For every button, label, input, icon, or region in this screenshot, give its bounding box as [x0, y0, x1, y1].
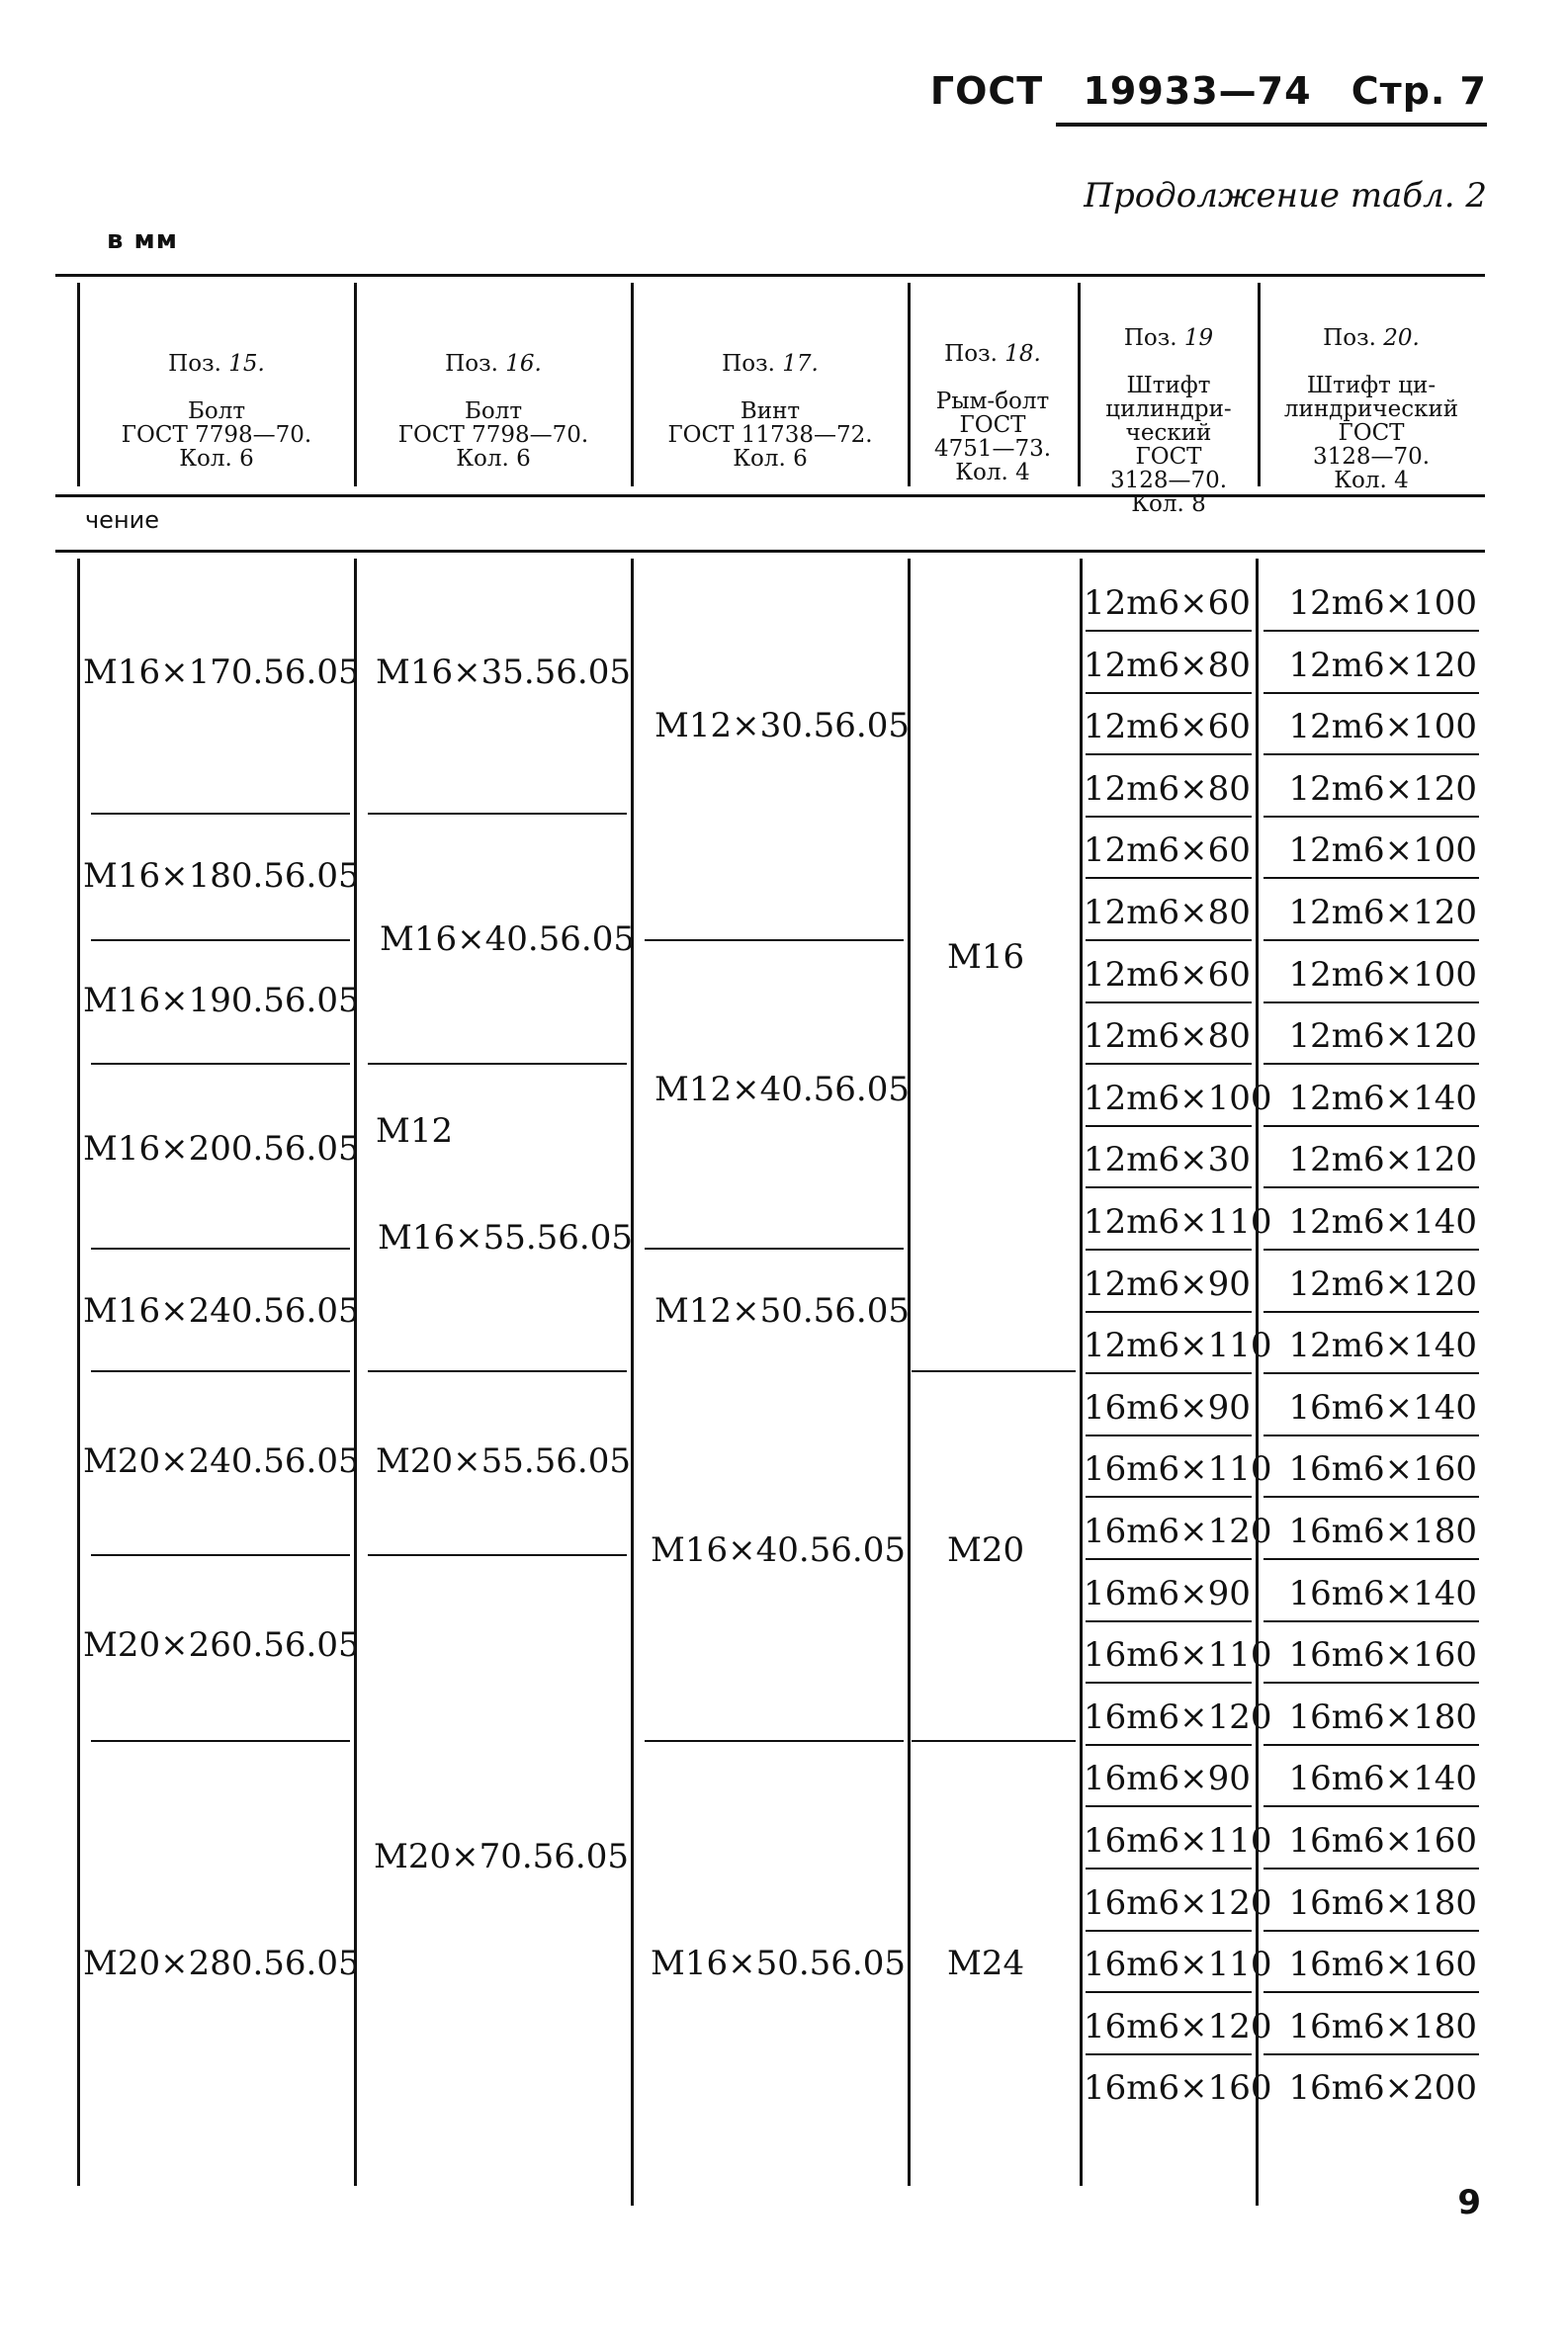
cell-poz18: M20: [947, 1530, 1025, 1570]
header-divider: [354, 283, 357, 486]
cell-poz17: M12×30.56.05: [654, 706, 910, 745]
cell-poz19: 12m6×110: [1084, 1326, 1272, 1366]
standard-label: ГОСТ: [929, 69, 1044, 113]
header-bottom-rule: [55, 494, 1485, 497]
cell-poz20: 12m6×100: [1288, 954, 1477, 995]
cell-poz19: 16m6×160: [1084, 2068, 1272, 2109]
row-rule: [1263, 1435, 1479, 1436]
cell-poz20: 12m6×100: [1288, 707, 1477, 747]
cell-poz20: 12m6×120: [1288, 645, 1477, 685]
body-divider: [631, 559, 634, 2206]
group-rule: [368, 1370, 627, 1372]
row-rule: [1263, 1744, 1479, 1746]
row-rule: [1086, 1744, 1252, 1746]
group-rule: [91, 1554, 350, 1556]
cell-poz15: M20×260.56.05: [83, 1625, 360, 1665]
cell-poz15: M16×170.56.05: [83, 652, 360, 692]
header-divider: [1078, 283, 1081, 486]
cell-poz20: 12m6×100: [1288, 830, 1477, 871]
row-rule: [1263, 1372, 1479, 1374]
cell-poz20: 16m6×160: [1288, 1449, 1477, 1490]
cell-poz20: 16m6×180: [1288, 1882, 1477, 1923]
cell-poz19: 12m6×80: [1084, 768, 1251, 809]
cell-poz19: 16m6×120: [1084, 1512, 1272, 1551]
cell-poz19: 12m6×80: [1084, 645, 1251, 685]
page-header: [905, 69, 1487, 113]
row-rule: [1086, 1372, 1252, 1374]
cell-poz16: M16×55.56.05: [378, 1218, 633, 1258]
poz-number: 17.: [782, 351, 819, 377]
row-rule: [1086, 1991, 1252, 1993]
cell-poz19: 12m6×60: [1084, 583, 1251, 623]
group-rule: [368, 1554, 627, 1556]
cell-poz20: 16m6×180: [1288, 1696, 1477, 1737]
cell-poz19: 16m6×110: [1084, 1449, 1272, 1490]
cell-poz19: 16m6×90: [1084, 1759, 1251, 1799]
group-rule: [912, 1740, 1076, 1742]
row-rule: [1263, 2053, 1479, 2055]
cell-poz19: 16m6×120: [1084, 1696, 1272, 1737]
row-rule: [1263, 939, 1479, 941]
row-rule: [1263, 1991, 1479, 1993]
cell-poz20: 16m6×140: [1288, 1573, 1477, 1613]
cell-poz20: 12m6×140: [1288, 1078, 1477, 1118]
cell-poz20: 12m6×120: [1288, 768, 1477, 809]
column-header-poz19: Поз. 19 Штифт цилиндри- ческий ГОСТ 3128—70. Кол. 8: [1105, 325, 1232, 517]
cell-poz19: 16m6×110: [1084, 1821, 1272, 1861]
cell-poz17: M12×40.56.05: [654, 1070, 910, 1109]
row-rule: [1263, 1063, 1479, 1065]
cell-poz19: 12m6×90: [1084, 1263, 1251, 1304]
cell-poz19: 12m6×60: [1084, 707, 1251, 747]
cell-poz19: 12m6×60: [1084, 954, 1251, 995]
row-rule: [1086, 630, 1252, 632]
group-rule: [91, 939, 350, 941]
row-rule: [1263, 1001, 1479, 1003]
cell-poz15: M20×240.56.05: [83, 1441, 360, 1481]
row-rule: [1086, 1311, 1252, 1313]
body-divider: [908, 559, 911, 2186]
cell-poz19: 12m6×110: [1084, 1202, 1272, 1242]
cell-poz18: M24: [947, 1944, 1025, 1983]
cell-poz20: 16m6×140: [1288, 1387, 1477, 1428]
cell-poz19: 16m6×110: [1084, 1635, 1272, 1676]
cell-poz19: 16m6×90: [1084, 1387, 1251, 1428]
cell-poz20: 12m6×120: [1288, 1263, 1477, 1304]
cell-poz18: M16: [947, 937, 1025, 977]
cell-poz20: 16m6×180: [1288, 2006, 1477, 2046]
row-rule: [1263, 1868, 1479, 1870]
row-rule: [1263, 753, 1479, 755]
table-top-rule: [55, 274, 1485, 277]
row-rule: [1086, 1249, 1252, 1251]
column-header-poz18: Поз. 18. Рым-болт ГОСТ 4751—73. Кол. 4: [933, 341, 1052, 485]
unit-label: в мм: [107, 225, 179, 255]
row-rule: [1086, 1620, 1252, 1622]
poz-number: 15.: [228, 351, 265, 377]
row-rule: [1086, 1868, 1252, 1870]
row-rule: [1086, 939, 1252, 941]
row-rule: [1086, 1682, 1252, 1684]
column-header-poz17: Поз. 17. Винт ГОСТ 11738—72. Кол. 6: [667, 351, 873, 472]
cell-poz20: 12m6×120: [1288, 893, 1477, 932]
cell-poz20: 16m6×160: [1288, 1945, 1477, 1985]
row-rule: [1086, 1063, 1252, 1065]
cell-poz20: 12m6×100: [1288, 583, 1477, 623]
cell-poz16: M16×40.56.05: [380, 919, 635, 959]
body-top-rule: [55, 550, 1485, 553]
cell-poz20: 12m6×120: [1288, 1140, 1477, 1180]
cell-poz19: 16m6×110: [1084, 1945, 1272, 1985]
cell-poz20: 16m6×200: [1288, 2068, 1477, 2109]
cell-poz16: M20×55.56.05: [376, 1441, 631, 1481]
header-divider: [77, 283, 80, 486]
cell-poz15: M16×180.56.05: [83, 856, 360, 896]
row-rule: [1086, 1125, 1252, 1127]
cell-poz19: 12m6×30: [1084, 1140, 1251, 1180]
poz-number: 16.: [505, 351, 542, 377]
row-rule: [1086, 1496, 1252, 1498]
row-rule: [1086, 1186, 1252, 1188]
cell-poz20: 12m6×140: [1288, 1326, 1477, 1366]
row-rule: [1263, 1249, 1479, 1251]
row-rule: [1086, 816, 1252, 818]
cell-poz20: 16m6×180: [1288, 1512, 1477, 1551]
column-header-poz20: Поз. 20. Штифт ци- линдрический ГОСТ 3128—70. Кол. 4: [1283, 325, 1459, 493]
group-rule: [91, 1248, 350, 1250]
standard-number: 19933—74: [1083, 69, 1312, 113]
row-rule: [1263, 1930, 1479, 1932]
row-rule: [1086, 1435, 1252, 1436]
row-rule: [1263, 1496, 1479, 1498]
poz-number: 19: [1183, 325, 1214, 351]
row-rule: [1263, 692, 1479, 694]
cell-poz19: 12m6×80: [1084, 1016, 1251, 1057]
cell-poz19: 12m6×100: [1084, 1078, 1272, 1118]
row-rule: [1086, 877, 1252, 879]
cell-poz19: 12m6×60: [1084, 830, 1251, 871]
cell-poz17: M16×40.56.05: [651, 1530, 906, 1570]
cell-poz16: M12: [376, 1111, 454, 1151]
body-divider: [77, 559, 80, 2186]
cell-poz20: 16m6×160: [1288, 1821, 1477, 1861]
row-rule: [1263, 1682, 1479, 1684]
row-rule: [1263, 1125, 1479, 1127]
cell-poz16: M16×35.56.05: [376, 652, 631, 692]
page-number: 9: [1457, 2183, 1481, 2222]
group-rule: [645, 1740, 904, 1742]
column-header-poz16: Поз. 16. Болт ГОСТ 7798—70. Кол. 6: [397, 351, 589, 472]
body-divider: [1080, 559, 1083, 2186]
cell-poz19: 16m6×120: [1084, 1882, 1272, 1923]
cell-poz15: M16×200.56.05: [83, 1129, 360, 1169]
cell-poz20: 16m6×140: [1288, 1759, 1477, 1799]
subheader-fragment: чение: [85, 506, 159, 534]
row-rule: [1263, 1558, 1479, 1560]
cell-poz20: 16m6×160: [1288, 1635, 1477, 1676]
row-rule: [1086, 692, 1252, 694]
cell-poz15: M16×240.56.05: [83, 1291, 360, 1331]
row-rule: [1086, 1805, 1252, 1807]
cell-poz17: M16×50.56.05: [651, 1944, 906, 1983]
cell-poz19: 12m6×80: [1084, 893, 1251, 932]
cell-poz19: 16m6×120: [1084, 2006, 1272, 2046]
group-rule: [368, 813, 627, 815]
group-rule: [91, 1063, 350, 1065]
row-rule: [1263, 1311, 1479, 1313]
group-rule: [91, 813, 350, 815]
page-label: Стр. 7: [1350, 69, 1487, 113]
group-rule: [91, 1370, 350, 1372]
cell-poz17: M12×50.56.05: [654, 1291, 910, 1331]
row-rule: [1263, 816, 1479, 818]
cell-poz19: 16m6×90: [1084, 1573, 1251, 1613]
poz-number: 20.: [1383, 325, 1420, 351]
poz-number: 18.: [1004, 341, 1041, 367]
row-rule: [1263, 1805, 1479, 1807]
table-continuation-caption: Продолжение табл. 2: [1084, 176, 1487, 216]
group-rule: [368, 1063, 627, 1065]
cell-poz15: M20×280.56.05: [83, 1944, 360, 1983]
header-divider: [631, 283, 634, 486]
group-rule: [645, 939, 904, 941]
group-rule: [91, 1740, 350, 1742]
cell-poz15: M16×190.56.05: [83, 981, 360, 1020]
row-rule: [1086, 1001, 1252, 1003]
header-rule: [1056, 123, 1487, 127]
body-divider: [354, 559, 357, 2186]
row-rule: [1263, 630, 1479, 632]
column-header-poz15: Поз. 15. Болт ГОСТ 7798—70. Кол. 6: [121, 351, 312, 472]
row-rule: [1086, 753, 1252, 755]
group-rule: [645, 1248, 904, 1250]
row-rule: [1086, 2053, 1252, 2055]
row-rule: [1086, 1930, 1252, 1932]
row-rule: [1263, 1186, 1479, 1188]
row-rule: [1263, 1620, 1479, 1622]
row-rule: [1263, 877, 1479, 879]
cell-poz16: M20×70.56.05: [374, 1837, 629, 1876]
group-rule: [912, 1370, 1076, 1372]
cell-poz20: 12m6×140: [1288, 1202, 1477, 1242]
row-rule: [1086, 1558, 1252, 1560]
cell-poz20: 12m6×120: [1288, 1016, 1477, 1057]
